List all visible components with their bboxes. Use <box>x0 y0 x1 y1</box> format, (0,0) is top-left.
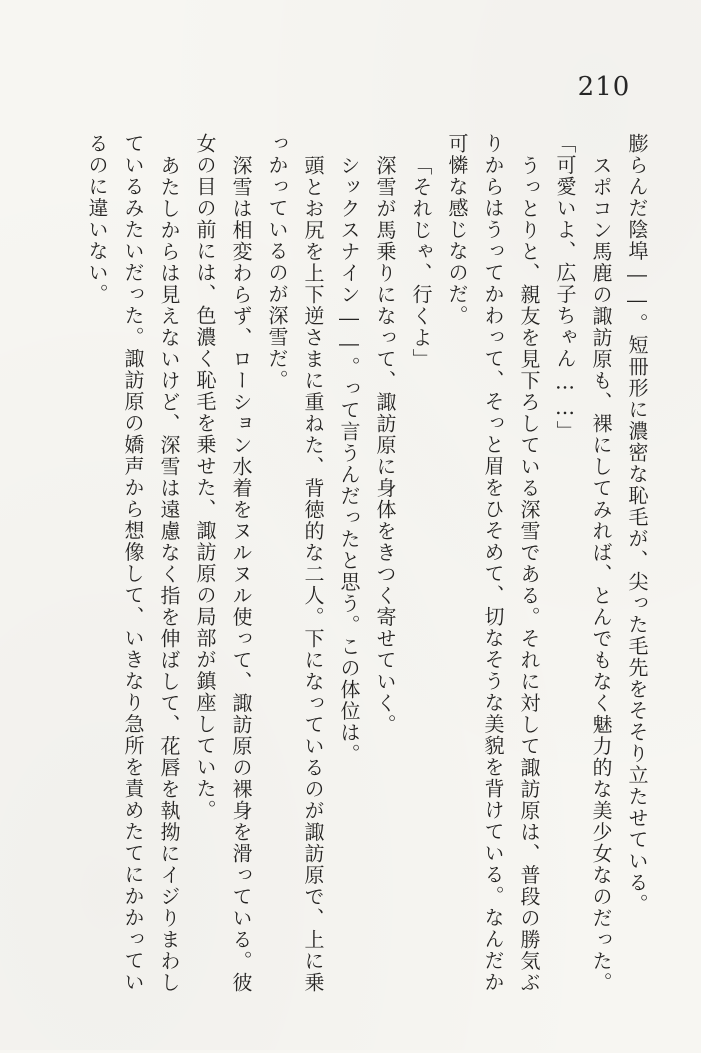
text-line: るのに違いない。 <box>79 133 115 1031</box>
text-line: 頭とお尻を上下逆さまに重ねた、背徳的な二人。下になっているのが諏訪原で、上に乗 <box>295 133 331 1053</box>
text-line: っかっているのが深雪だ。 <box>259 133 295 1031</box>
text-line: 膨らんだ陰埠――。短冊形に濃密な恥毛が、尖った毛先をそそり立たせている。 <box>619 133 655 1031</box>
text-line: ているみたいだった。諏訪原の嬌声から想像して、いきなり急所を責めたてにかかってい <box>115 133 151 1031</box>
vertical-text-block <box>77 133 655 1031</box>
text-line: スポコン馬鹿の諏訪原も、裸にしてみれば、とんでもなく魅力的な美少女なのだった。 <box>583 133 619 1053</box>
text-line: あたしからは見えないけど、深雪は遠慮なく指を伸ばして、花唇を執拗にイジりまわし <box>151 133 187 1053</box>
text-line: シックスナイン――。って言うんだったと思う。この体位は。 <box>331 133 367 1053</box>
text-line: りからはうってかわって、そっと眉をひそめて、切なそうな美貌を背けている。なんだか <box>475 133 511 1031</box>
text-line: 女の目の前には、色濃く恥毛を乗せた、諏訪原の局部が鎮座していた。 <box>187 133 223 1031</box>
text-line: 「それじゃ、行くよ」 <box>403 133 439 1053</box>
text-line: 「可愛いよ、広子ちゃん……」 <box>547 133 583 1031</box>
text-line: 深雪が馬乗りになって、諏訪原に身体をきつく寄せていく。 <box>367 133 403 1053</box>
text-line: 可憐な感じなのだ。 <box>439 133 475 1031</box>
page-number: 210 <box>569 72 639 102</box>
text-line: うっとりと、親友を見下ろしている深雪である。それに対して諏訪原は、普段の勝気ぶ <box>511 133 547 1053</box>
text-line: 深雪は相変わらず、ローション水着をヌルヌル使って、諏訪原の裸身を滑っている。彼 <box>223 133 259 1053</box>
